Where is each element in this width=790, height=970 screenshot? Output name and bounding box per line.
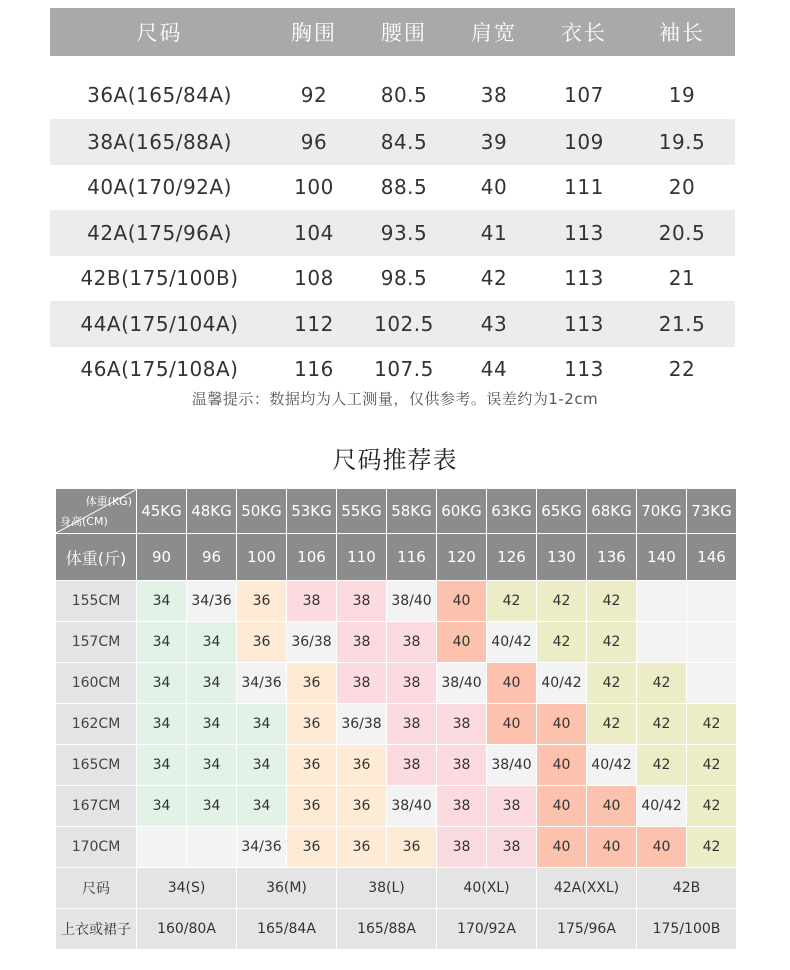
recommended-size-cell: 42 [637,745,687,786]
size-row [50,256,735,302]
top-footer-cell: 160/80A [137,909,237,950]
weight-jin-cell: 96 [187,534,237,581]
recommended-size-cell: 38 [337,622,387,663]
size-value-cell: 112 [269,301,359,347]
size-value-cell: 41 [449,210,539,256]
size-footer-cell: 34(S) [137,868,237,909]
weight-kg-cell: 73KG [687,489,737,534]
recommended-size-cell: 42 [687,827,737,868]
weight-kg-cell: 63KG [487,489,537,534]
top-footer-row [56,909,737,950]
recommended-size-cell: 40 [537,786,587,827]
weight-kg-cell: 68KG [587,489,637,534]
recommended-size-cell: 38 [437,786,487,827]
size-value-cell: 98.5 [380,266,428,291]
size-value-cell: 39 [449,119,539,165]
recommended-size-cell: 34 [137,745,187,786]
weight-jin-cell: 126 [487,534,537,581]
recommended-size-cell: 38/40 [487,745,537,786]
size-header-cell: 衣长 [539,8,629,56]
weight-kg-cell: 55KG [337,489,387,534]
recommended-size-cell: 38/40 [437,663,487,704]
recommended-size-cell: 36 [237,581,287,622]
size-name-cell: 36A(165/84A) [87,82,232,107]
size-header-cell: 尺码 [50,8,269,56]
size-name-cell: 44A(175/104A) [50,301,269,347]
recommended-size-cell: 40/42 [587,745,637,786]
recommended-size-cell: 38 [487,827,537,868]
recommended-size-cell: 40 [487,663,537,704]
height-row [56,745,737,786]
recommended-size-cell: 38 [387,704,437,745]
recommended-size-cell: 36/38 [337,704,387,745]
recommended-size-cell: 40 [487,704,537,745]
size-value-cell: 20 [668,175,696,200]
top-footer-cell: 175/96A [537,909,637,950]
recommended-size-cell: 40/42 [487,622,537,663]
recommended-size-cell: 34 [187,786,237,827]
recommended-size-cell: 38 [487,786,537,827]
recommended-size-cell [687,663,737,704]
recommended-size-cell: 36 [287,745,337,786]
size-footer-cell: 40(XL) [437,868,537,909]
height-row [56,827,737,868]
weight-kg-cell: 60KG [437,489,487,534]
size-value-cell: 43 [449,301,539,347]
weight-kg-cell: 48KG [187,489,237,534]
size-value-cell: 96 [269,119,359,165]
size-header-cell: 肩宽 [449,8,539,56]
size-value-cell: 22 [668,357,696,382]
weight-jin-label: 体重(斤) [56,534,137,581]
size-value-cell: 80.5 [380,82,428,107]
recommended-size-cell: 42 [687,704,737,745]
size-value-cell: 111 [564,175,604,200]
recommended-size-cell: 38 [387,745,437,786]
size-footer-row [56,868,737,909]
recommended-size-cell: 34 [237,704,287,745]
size-value-cell: 42 [480,266,508,291]
top-footer-cell: 165/84A [237,909,337,950]
recommended-size-cell: 36 [287,786,337,827]
recommended-size-cell [637,622,687,663]
recommended-size-cell: 34 [237,786,287,827]
recommended-size-cell: 36/38 [287,622,337,663]
size-value-cell: 20.5 [629,210,735,256]
corner-height-label: 身高(CM) [60,515,108,528]
weight-jin-cell: 130 [537,534,587,581]
top-footer-cell: 175/100B [637,909,737,950]
weight-jin-cell: 110 [337,534,387,581]
recommended-size-cell: 34 [187,704,237,745]
recommended-size-cell: 40/42 [637,786,687,827]
size-value-cell: 21 [668,266,696,291]
top-footer-label: 上衣或裙子 [56,909,137,950]
recommended-size-cell: 34/36 [187,581,237,622]
recommended-size-cell: 40 [637,827,687,868]
recommended-size-cell: 38 [387,622,437,663]
size-header-cell: 腰围 [359,8,449,56]
size-row [50,347,735,393]
recommended-size-cell: 40 [537,704,587,745]
recommended-size-cell: 38 [437,704,487,745]
recommended-size-cell: 38 [337,581,387,622]
size-value-cell: 92 [300,82,328,107]
recommended-size-cell: 34 [137,581,187,622]
recommended-size-cell: 40 [437,622,487,663]
weight-kg-cell: 45KG [137,489,187,534]
weight-kg-cell: 50KG [237,489,287,534]
recommended-size-cell: 42 [537,622,587,663]
size-value-cell: 38 [480,82,508,107]
size-name-cell: 40A(170/92A) [87,175,232,200]
height-label-cell: 170CM [56,827,137,868]
recommended-size-cell: 40 [537,827,587,868]
size-footer-cell: 36(M) [237,868,337,909]
size-header-cell: 胸围 [269,8,359,56]
height-row [56,622,737,663]
size-value-cell: 84.5 [359,119,449,165]
recommended-size-cell: 42 [637,663,687,704]
size-header-cell: 袖长 [629,8,735,56]
recommended-size-cell: 34 [137,786,187,827]
weight-jin-cell: 140 [637,534,687,581]
recommended-size-cell: 36 [287,663,337,704]
recommended-size-cell: 34 [187,663,237,704]
recommended-size-cell: 42 [487,581,537,622]
size-value-cell: 102.5 [359,301,449,347]
size-value-cell: 93.5 [359,210,449,256]
recommended-size-cell: 42 [587,704,637,745]
size-value-cell: 107.5 [374,357,434,382]
size-row [50,56,735,119]
size-footer-label: 尺码 [56,868,137,909]
recommended-size-cell: 42 [537,581,587,622]
size-name-cell: 46A(175/108A) [80,357,239,382]
size-value-cell: 108 [294,266,334,291]
recommended-size-cell: 38 [437,745,487,786]
weight-jin-cell: 116 [387,534,437,581]
height-row [56,581,737,622]
size-value-cell: 88.5 [380,175,428,200]
size-value-cell: 19 [668,82,696,107]
size-value-cell: 104 [269,210,359,256]
size-row [50,165,735,211]
recommended-size-cell: 36 [337,786,387,827]
size-footer-cell: 42B [637,868,737,909]
weight-kg-cell: 70KG [637,489,687,534]
height-label-cell: 155CM [56,581,137,622]
recommended-size-cell: 42 [587,622,637,663]
size-name-cell: 38A(165/88A) [50,119,269,165]
recommended-size-cell: 38 [337,663,387,704]
size-value-cell: 113 [539,301,629,347]
corner-cell [56,489,137,534]
height-row [56,704,737,745]
size-recommendation-table [55,488,737,950]
recommended-size-cell: 34/36 [237,663,287,704]
height-label-cell: 160CM [56,663,137,704]
recommended-size-cell: 36 [387,827,437,868]
recommended-size-cell: 40 [537,745,587,786]
size-footer-cell: 42A(XXL) [537,868,637,909]
weight-kg-cell: 65KG [537,489,587,534]
recommended-size-cell: 40 [437,581,487,622]
size-value-cell: 44 [480,357,508,382]
size-measurement-table [50,8,735,392]
top-footer-cell: 165/88A [337,909,437,950]
recommended-size-cell: 38 [287,581,337,622]
recommended-size-cell: 42 [587,663,637,704]
recommended-size-cell: 42 [637,704,687,745]
size-name-cell: 42B(175/100B) [80,266,239,291]
height-label-cell: 157CM [56,622,137,663]
recommend-title: 尺码推荐表 [332,446,458,474]
size-row [50,301,735,347]
top-footer-cell: 170/92A [437,909,537,950]
size-value-cell: 21.5 [629,301,735,347]
recommended-size-cell: 34 [137,704,187,745]
size-value-cell: 113 [564,357,604,382]
weight-jin-cell: 136 [587,534,637,581]
recommended-size-cell [687,581,737,622]
recommended-size-cell: 38/40 [387,581,437,622]
weight-jin-cell: 90 [137,534,187,581]
corner-weight-label: 体重(KG) [85,495,132,508]
height-label-cell: 165CM [56,745,137,786]
recommended-size-cell: 36 [237,622,287,663]
size-row [50,119,735,165]
size-value-cell: 113 [539,210,629,256]
recommended-size-cell: 38/40 [387,786,437,827]
recommended-size-cell: 36 [337,745,387,786]
weight-jin-cell: 106 [287,534,337,581]
weight-jin-row [56,534,737,581]
size-row [50,210,735,256]
recommended-size-cell: 42 [587,581,637,622]
weight-kg-cell: 58KG [387,489,437,534]
recommended-size-cell: 34/36 [237,827,287,868]
height-row [56,663,737,704]
size-value-cell: 116 [294,357,334,382]
size-footer-cell: 38(L) [337,868,437,909]
recommended-size-cell [637,581,687,622]
recommended-size-cell [187,827,237,868]
size-value-cell: 100 [294,175,334,200]
recommended-size-cell: 38 [387,663,437,704]
weight-jin-cell: 120 [437,534,487,581]
recommended-size-cell: 36 [287,704,337,745]
recommended-size-cell: 40 [587,827,637,868]
recommended-size-cell: 34 [137,622,187,663]
recommended-size-cell: 42 [687,786,737,827]
height-label-cell: 162CM [56,704,137,745]
size-value-cell: 107 [564,82,604,107]
size-value-cell: 19.5 [629,119,735,165]
size-name-cell: 42A(175/96A) [50,210,269,256]
weight-jin-cell: 146 [687,534,737,581]
recommended-size-cell: 36 [287,827,337,868]
recommended-size-cell [687,622,737,663]
recommended-size-cell: 34 [187,745,237,786]
size-table-header [50,8,735,56]
recommended-size-cell: 42 [687,745,737,786]
weight-kg-cell: 53KG [287,489,337,534]
recommended-size-cell: 34 [187,622,237,663]
weight-jin-cell: 100 [237,534,287,581]
weight-kg-row [56,489,737,534]
measurement-note: 温馨提示：数据均为人工测量，仅供参考。误差约为1-2cm [191,390,599,408]
recommended-size-cell: 40/42 [537,663,587,704]
recommended-size-cell [137,827,187,868]
size-value-cell: 40 [480,175,508,200]
recommended-size-cell: 40 [587,786,637,827]
size-value-cell: 113 [564,266,604,291]
height-label-cell: 167CM [56,786,137,827]
size-value-cell: 109 [539,119,629,165]
height-row [56,786,737,827]
recommended-size-cell: 38 [437,827,487,868]
recommended-size-cell: 34 [237,745,287,786]
recommended-size-cell: 36 [337,827,387,868]
recommended-size-cell: 34 [137,663,187,704]
